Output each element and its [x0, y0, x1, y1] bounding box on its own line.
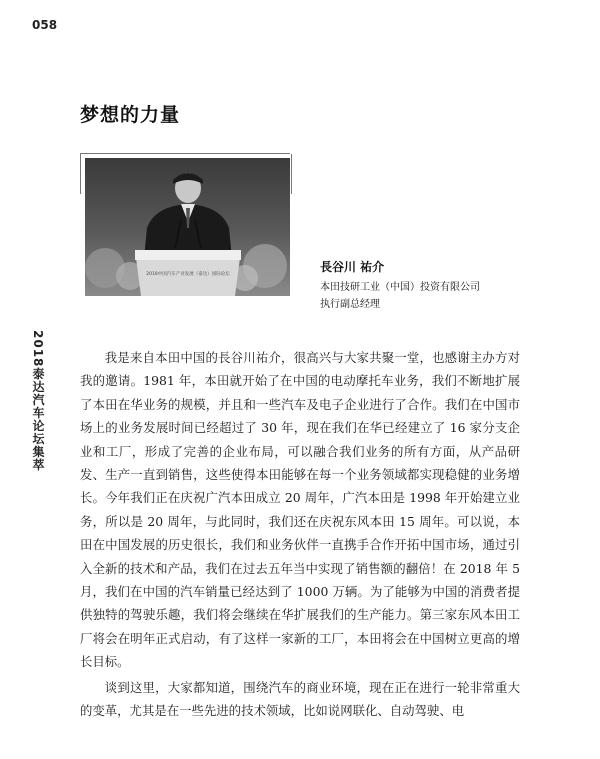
article-title: 梦想的力量: [80, 104, 181, 126]
page-number: 058: [32, 18, 58, 32]
podium-banner: 2018中国汽车产业发展（泰达）国际论坛: [146, 272, 230, 277]
paragraph: 谈到这里，大家都知道，围绕汽车的商业环境，现在正在进行一轮非常重大的变革，尤其是在一些先进的技术领域，比如说网联化、自动驾驶、电: [80, 679, 520, 719]
side-label: 2018泰达汽车论坛集萃: [31, 330, 45, 472]
paragraph: 我是来自本田中国的長谷川祐介，很高兴与大家共聚一堂，也感谢主办方对我的邀请。1981 年，本田就开始了在中国的电动摩托车业务，我们不断地扩展了本田在华业务的规模，并且和一些汽车及电子企业进行了合作。我们在中国市场上的业务发展时间已经超过了 30 年，现在我们在华已经建立了 16 家分支企业和工厂，形成了完善的企业布局，可以融合我们业务的所有方面，从产品研发、生产一直到销售，这些使得本田能够在每一个业务领域都实现稳健的业务增长。今年我们正在庆祝广汽本田成立 20 周年，广汽本田是 1998 年开始建立业务，所以是 20 周年，与此同时，我们还在庆祝东风本田 15 周年。可以说，本田在中国发展的历史很长，我们和业务伙伴一直携手合作开拓中国市场，通过引入全新的技术和产品，我们在过去五年当中实现了销售额的翻倍！在 2018 年 5 月，我们在中国的汽车销量已经达到了 1000 万辆。为了能够为中国的消费者提供独特的驾驶乐趣，我们将会继续在华扩展我们的生产能力。第三家东风本田工厂将会在明年正式启动，有了这样一家新的工厂，本田将会在中国树立更高的增长目标。: [80, 350, 520, 670]
speaker-org: 本田技研工业（中国）投资有限公司: [320, 282, 480, 293]
article-body: [80, 346, 520, 723]
speaker-info: [320, 258, 480, 313]
speaker-name: 長谷川 祐介: [320, 260, 385, 274]
speaker-photo: [85, 158, 290, 296]
speaker-position: 执行副总经理: [320, 299, 380, 310]
